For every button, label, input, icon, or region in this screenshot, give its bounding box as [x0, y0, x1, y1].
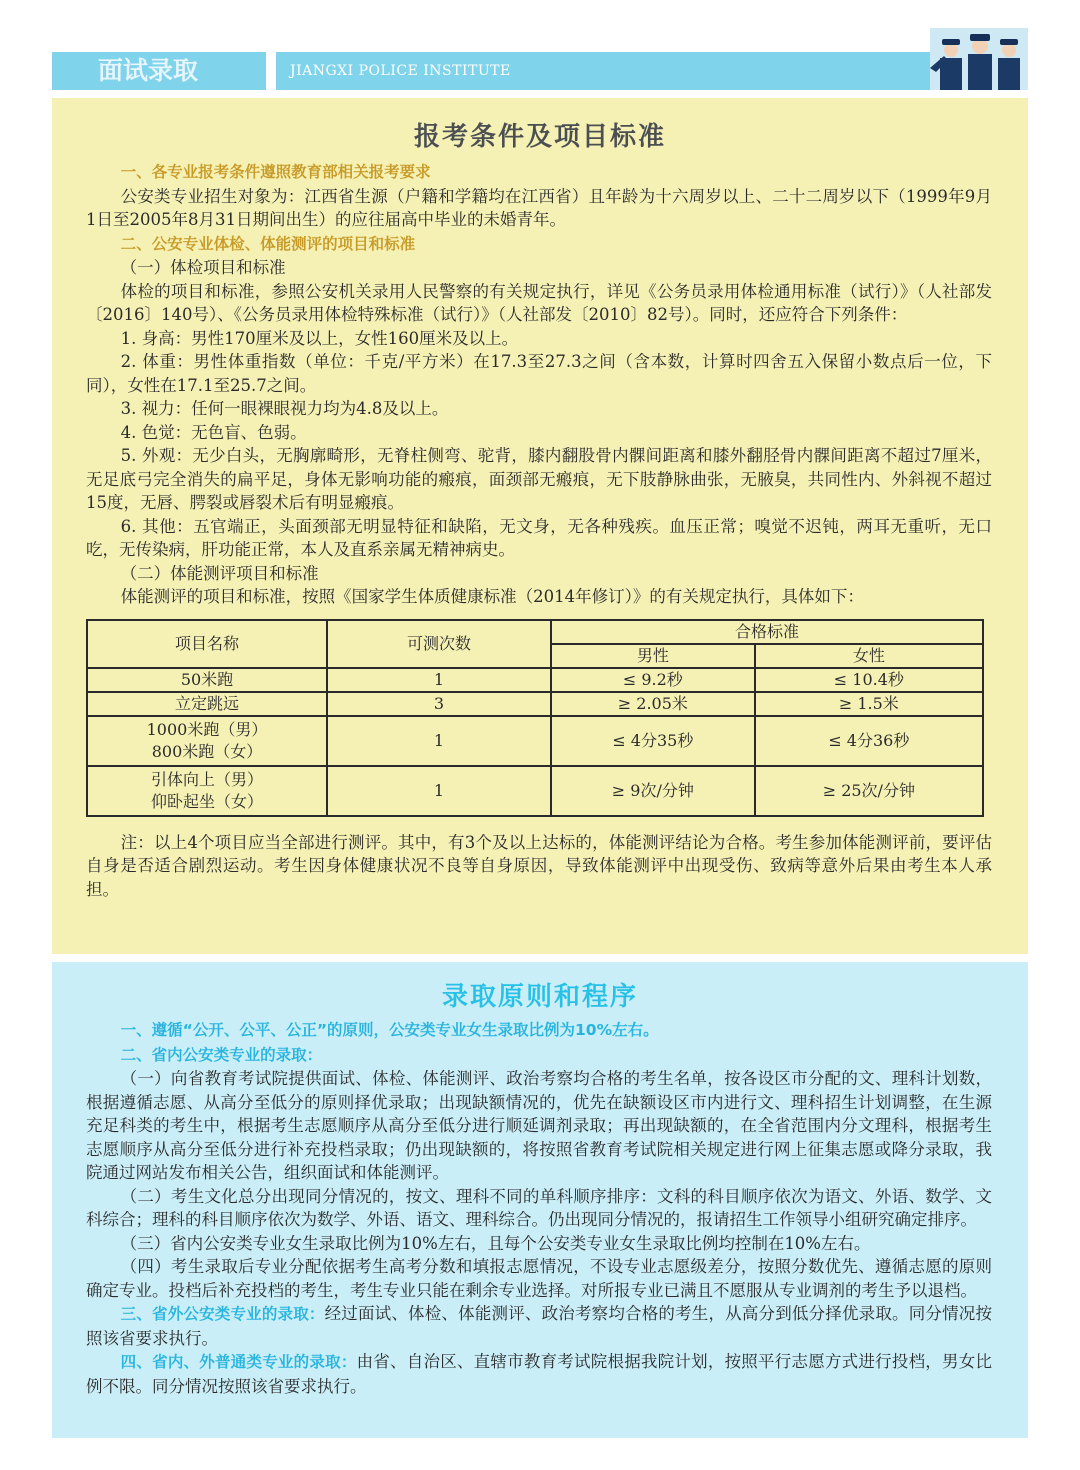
cell-times: 1	[327, 716, 551, 766]
cell-times: 1	[327, 668, 551, 692]
table-header-name: 项目名称	[87, 620, 327, 668]
table-header-female: 女性	[755, 644, 983, 668]
list-item: 6. 其他：五官端正，头面颈部无明显特征和缺陷，无文身，无各种残疾。血压正常；嗅觉不迟钝，两耳无重听，无口吃，无传染病，肝功能正常，本人及直系亲属无精神病史。	[86, 516, 992, 559]
table-row	[87, 692, 983, 716]
cell-name: 50米跑	[87, 668, 327, 692]
table-row	[87, 668, 983, 692]
cell-name	[87, 766, 327, 816]
paragraph: （二）考生文化总分出现同分情况的，按文、理科不同的单科顺序排序：文科的科目顺序依次为语文、外语、数学、文科综合；理科的科目顺序依次为数学、外语、语文、理科综合。仍出现同分情况的，报请招生工作领导小组研究确定排序。	[86, 1186, 992, 1229]
cell-times: 3	[327, 692, 551, 716]
police-officers-photo	[930, 28, 1028, 90]
heading-3: 三、省外公安类专业的录取：	[120, 1305, 325, 1323]
list-item: 5. 外观：无少白头，无胸廓畸形，无脊柱侧弯、驼背，膝内翻股骨内髁间距离和膝外翻胫骨内髁间距离不超过7厘米，无足底弓完全消失的扁平足，身体无影响功能的瘢痕，面颈部无瘢痕，无下肢静脉曲张，无腋臭，共同性内、外斜视不超过15度，无唇、腭裂或唇裂术后有明显瘢痕。	[86, 446, 992, 512]
table-header-male: 男性	[551, 644, 755, 668]
table-row	[87, 766, 983, 816]
paragraph-exam-standards: 体检的项目和标准，参照公安机关录用人民警察的有关规定执行，详见《公务员录用体检通用标准（试行）》（人社部发〔2016〕140号）、《公务员录用体检特殊标准（试行）》（人社部发〔2010〕82号）。同时，还应符合下列条件：	[86, 281, 992, 324]
cell-name-line1: 引体向上（男）	[150, 769, 263, 789]
cell-female: ≥ 25次/分钟	[755, 766, 983, 816]
heading-4: 四、省内、外普通类专业的录取：	[120, 1353, 357, 1371]
section-body	[86, 160, 992, 901]
section-body	[86, 1018, 992, 1398]
list-item: 2. 体重：男性体重指数（单位：千克/平方米）在17.3至27.3之间（含本数，计算时四舍五入保留小数点后一位，下同），女性在17.1至25.7之间。	[86, 352, 992, 395]
section-title: 录取原则和程序	[441, 982, 638, 1012]
cell-name-line2: 仰卧起坐（女）	[150, 791, 263, 811]
cell-female: ≤ 4分36秒	[755, 716, 983, 766]
heading-1: 一、各专业报考条件遵照教育部相关报考要求	[120, 163, 431, 181]
cell-name-line2: 800米跑（女）	[151, 741, 263, 761]
section-title: 报考条件及项目标准	[413, 122, 666, 152]
cell-female: ≤ 10.4秒	[755, 668, 983, 692]
paragraph: （一）向省教育考试院提供面试、体检、体能测评、政治考察均合格的考生名单，按各设区市分配的文、理科计划数，根据遵循志愿、从高分至低分的原则择优录取；出现缺额情况的，优先在缺额设区市内进行文、理科招生计划调整，在生源充足科类的考生中，根据考生志愿顺序从高分至低分进行顺延调剂录取；再出现缺额的，在全省范围内分文理科，根据考生志愿顺序从高分至低分进行补充投档录取；仍出现缺额的，将按照省教育考试院相关规定进行网上征集志愿或降分录取，我院通过网站发布相关公告，组织面试和体能测评。	[86, 1069, 992, 1182]
cell-male: ≥ 2.05米	[551, 692, 755, 716]
cell-male: ≥ 9次/分钟	[551, 766, 755, 816]
cell-female: ≥ 1.5米	[755, 692, 983, 716]
subheading-fitness: （二）体能测评项目和标准	[120, 563, 319, 583]
paragraph-fitness-standards: 体能测评的项目和标准，按照《国家学生体质健康标准（2014年修订）》的有关规定执行，具体如下：	[120, 587, 864, 606]
page-header	[52, 52, 930, 90]
heading-2: 二、省内公安类专业的录取：	[120, 1045, 323, 1064]
paragraph-eligibility: 公安类专业招生对象为：江西省生源（户籍和学籍均在江西省）且年龄为十六周岁以上、二十二周岁以下（1999年9月1日至2005年8月31日期间出生）的应往届高中毕业的未婚青年。	[86, 186, 992, 229]
list-item: 4. 色觉：无色盲、色弱。	[120, 422, 307, 442]
admission-principles-section	[52, 962, 1028, 1438]
list-item: 3. 视力：任何一眼裸眼视力均为4.8及以上。	[120, 399, 449, 418]
paragraph: 由省、自治区、直辖市教育考试院根据我院计划，按照平行志愿方式进行投档，男女比例不限。同分情况按照该省要求执行。	[86, 1352, 992, 1396]
paragraph: （四）考生录取后专业分配依据考生高考分数和填报志愿情况，不设专业志愿级差分，按照分数优先、遵循志愿的原则确定专业。投档后补充投档的考生，考生专业只能在剩余专业选择。对所报专业已满且不愿服从专业调剂的考生予以退档。	[86, 1257, 992, 1300]
table-note: 注：以上4个项目应当全部进行测评。其中，有3个及以上达标的，体能测评结论为合格。考生参加体能测评前，要评估自身是否适合剧烈运动。考生因身体健康状况不良等自身原因，导致体能测评中出现受伤、致病等意外后果由考生本人承担。	[86, 832, 992, 899]
heading-1: 一、遵循“公开、公平、公正”的原则，公安类专业女生录取比例为10%左右。	[120, 1021, 659, 1039]
cell-male: ≤ 4分35秒	[551, 716, 755, 766]
cell-times: 1	[327, 766, 551, 816]
subheading-physical-exam: （一）体检项目和标准	[120, 258, 286, 277]
section-tag: 面试录取	[52, 52, 212, 90]
institute-name: JIANGXI POLICE INSTITUTE	[290, 63, 511, 79]
cell-name	[87, 716, 327, 766]
table-header-times: 可测次数	[327, 620, 551, 668]
paragraph: 经过面试、体检、体能测评、政治考察均合格的考生，从高分到低分择优录取。同分情况按照该省要求执行。	[86, 1304, 992, 1348]
admission-requirements-section	[52, 98, 1028, 954]
paragraph: （三）省内公安类专业女生录取比例为10%左右，且每个公安类专业女生录取比例均控制在10%左右。	[120, 1233, 871, 1253]
fitness-standards-table	[86, 619, 984, 817]
heading-2: 二、公安专业体检、体能测评的项目和标准	[120, 234, 416, 253]
table-header-standard: 合格标准	[551, 620, 983, 644]
cell-male: ≤ 9.2秒	[551, 668, 755, 692]
cell-name: 立定跳远	[87, 692, 327, 716]
list-item: 1. 身高：男性170厘米及以上，女性160厘米及以上。	[120, 328, 519, 348]
cell-name-line1: 1000米跑（男）	[146, 719, 268, 739]
header-divider	[266, 52, 276, 90]
table-row	[87, 716, 983, 766]
